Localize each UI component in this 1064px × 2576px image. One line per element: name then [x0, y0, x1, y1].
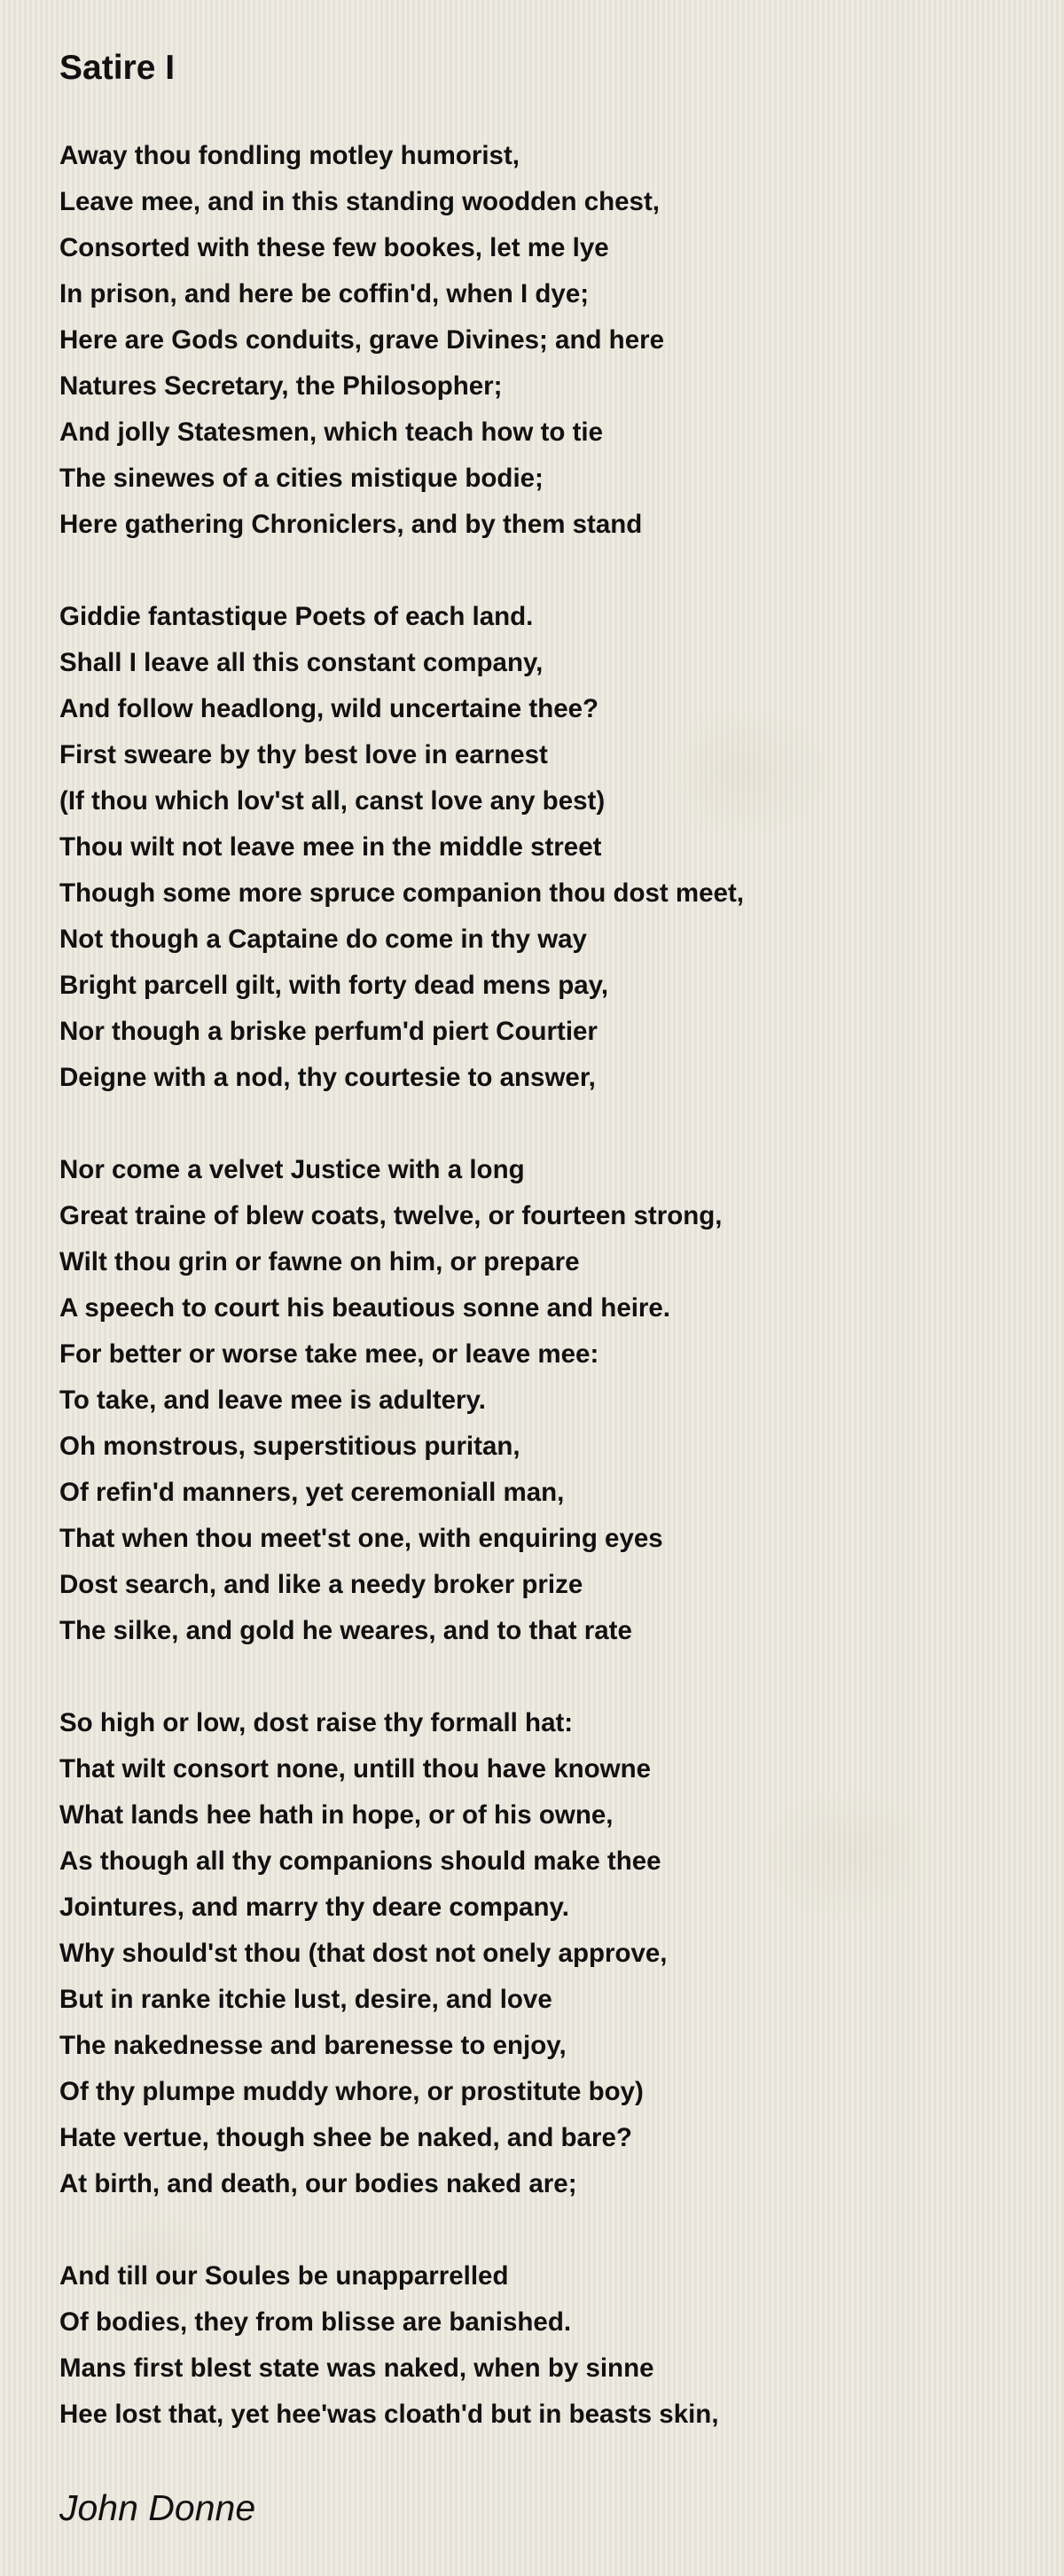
poem-line: Nor though a briske perfum'd piert Courtier — [59, 1017, 598, 1046]
poem-line: Not though a Captaine do come in thy way — [59, 925, 587, 954]
poem-line: Wilt thou grin or fawne on him, or prepare — [59, 1247, 580, 1276]
poem-line: The silke, and gold he weares, and to that rate — [59, 1616, 632, 1645]
poem-line: So high or low, dost raise thy formall hat: — [59, 1708, 574, 1737]
poem-line: Jointures, and marry thy deare company. — [59, 1893, 569, 1922]
poem-line: Of thy plumpe muddy whore, or prostitute boy) — [59, 2077, 644, 2106]
poem-line: Thou wilt not leave mee in the middle street — [59, 832, 602, 862]
poem-line: Consorted with these few bookes, let me lye — [59, 233, 609, 262]
poem-line: First sweare by thy best love in earnest — [59, 740, 548, 769]
poem-line: Hate vertue, though shee be naked, and bare? — [59, 2123, 632, 2152]
poem-line: Hee lost that, yet hee'was cloath'd but in beasts skin, — [59, 2400, 719, 2429]
poem-title: Satire I — [59, 49, 176, 87]
poem-line: Bright parcell gilt, with forty dead mens pay, — [59, 971, 609, 1000]
poem-line: Here gathering Chroniclers, and by them stand — [59, 510, 643, 539]
stanza — [59, 1700, 744, 2207]
poem-line: And jolly Statesmen, which teach how to tie — [59, 418, 604, 447]
poem-line: Of bodies, they from blisse are banished. — [59, 2307, 572, 2337]
poem-line: Mans first blest state was naked, when by sinne — [59, 2354, 654, 2383]
poem-author: John Donne — [59, 2487, 256, 2528]
poem-line: A speech to court his beautious sonne and heire. — [59, 1293, 671, 1323]
poem-line: Here are Gods conduits, grave Divines; and here — [59, 325, 665, 355]
poem-line: What lands hee hath in hope, or of his owne, — [59, 1800, 614, 1830]
stanza — [59, 1147, 744, 1654]
poem-line: But in ranke itchie lust, desire, and love — [59, 1985, 552, 2014]
poem-line: That when thou meet'st one, with enquiring eyes — [59, 1524, 663, 1553]
poem-line: For better or worse take mee, or leave mee: — [59, 1339, 599, 1369]
poem-line: At birth, and death, our bodies naked are; — [59, 2169, 577, 2198]
poem-body — [59, 133, 744, 2484]
poem-line: Nor come a velvet Justice with a long — [59, 1155, 525, 1184]
poem-line: Of refin'd manners, yet ceremoniall man, — [59, 1478, 565, 1507]
poem-line: As though all thy companions should make thee — [59, 1846, 661, 1876]
poem-line: Natures Secretary, the Philosopher; — [59, 371, 503, 401]
poem-line: Oh monstrous, superstitious puritan, — [59, 1432, 520, 1461]
poem-line: Away thou fondling motley humorist, — [59, 141, 520, 170]
poem-line: In prison, and here be coffin'd, when I dye; — [59, 279, 590, 308]
poem-line: Though some more spruce companion thou dost meet, — [59, 878, 744, 908]
poem-line: The sinewes of a cities mistique bodie; — [59, 464, 544, 493]
poem-line: That wilt consort none, untill thou have knowne — [59, 1754, 652, 1784]
stanza — [59, 594, 744, 1101]
poem-line: (If thou which lov'st all, canst love any best) — [59, 786, 606, 816]
poem-line: Deigne with a nod, thy courtesie to answer, — [59, 1063, 596, 1092]
poem-line: Leave mee, and in this standing woodden chest, — [59, 187, 660, 216]
poem-line: To take, and leave mee is adultery. — [59, 1386, 486, 1415]
stanza — [59, 2253, 744, 2438]
poem-line: Shall I leave all this constant company, — [59, 648, 544, 677]
poem-line: And follow headlong, wild uncertaine thee? — [59, 694, 599, 723]
poem-line: Why should'st thou (that dost not onely approve, — [59, 1939, 668, 1968]
poem-line: And till our Soules be unapparrelled — [59, 2261, 509, 2291]
poem-line: Dost search, and like a needy broker prize — [59, 1570, 583, 1599]
poem-line: Giddie fantastique Poets of each land. — [59, 602, 534, 631]
poem-line: The nakednesse and barenesse to enjoy, — [59, 2031, 567, 2060]
stanza — [59, 133, 744, 548]
poem-line: Great traine of blew coats, twelve, or fourteen strong, — [59, 1201, 723, 1230]
